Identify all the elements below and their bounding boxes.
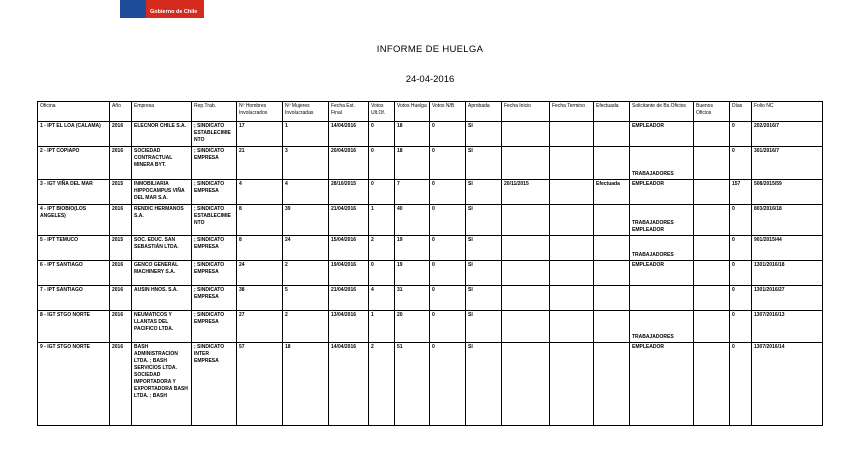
cell-anio: 2016 — [110, 343, 132, 426]
cell-hombres: 38 — [237, 286, 283, 311]
table-row — [38, 122, 823, 147]
cell-mujeres: 3 — [283, 147, 329, 180]
table-row — [38, 205, 823, 236]
cell-fecha-inicio — [502, 286, 550, 311]
cell-folio: 1301/2016/18 — [752, 261, 823, 286]
table-row — [38, 147, 823, 180]
cell-aprobada: SI — [466, 205, 502, 236]
cell-solicitante — [630, 286, 694, 311]
cell-mujeres: 18 — [283, 343, 329, 426]
cell-fecha-inicio: 20/11/2015 — [502, 180, 550, 205]
cell-oficina: 2 - IPT COPIAPO — [38, 147, 110, 180]
cell-aprobada: SI — [466, 122, 502, 147]
cell-solicitante: TRABAJADORES — [630, 147, 694, 180]
cell-empresa: INMOBILIARIA HIPPOCAMPUS VIÑA DEL MAR S.A. — [132, 180, 192, 205]
cell-rep: ; SINDICATO ESTABLECIMIENTO — [192, 205, 237, 236]
cell-fecha-termino — [550, 343, 594, 426]
cell-votos-ult: 0 — [369, 180, 395, 205]
cell-buenos-oficios — [694, 122, 730, 147]
cell-dias: 0 — [730, 147, 752, 180]
column-header: Votos N/B — [430, 102, 466, 122]
cell-buenos-oficios — [694, 286, 730, 311]
cell-hombres: 27 — [237, 311, 283, 343]
report-date: 24-04-2016 — [405, 74, 455, 85]
cell-efectuada — [594, 311, 630, 343]
cell-votos-nb: 0 — [430, 205, 466, 236]
cell-hombres: 21 — [237, 147, 283, 180]
cell-hombres: 8 — [237, 205, 283, 236]
cell-empresa: AUSIN HNOS. S.A. — [132, 286, 192, 311]
cell-dias: 0 — [730, 261, 752, 286]
column-header: Fecha Inicio — [502, 102, 550, 122]
cell-anio: 2016 — [110, 122, 132, 147]
cell-empresa: BASH ADMINISTRACION LTDA. ; BASH SERVICIOS LTDA. SOCIEDAD IMPORTADORA Y EXPORTADORA BASH LTDA. ; BASH — [132, 343, 192, 426]
cell-oficina: 1 - IPT EL LOA (CALAMA) — [38, 122, 110, 147]
cell-votos-huelga: 7 — [395, 180, 430, 205]
cell-solicitante: EMPLEADOR — [630, 261, 694, 286]
column-header: Votos Huelga — [395, 102, 430, 122]
cell-oficina: 4 - IPT BIOBIO(LOS ANGELES) — [38, 205, 110, 236]
cell-aprobada: SI — [466, 147, 502, 180]
cell-aprobada: SI — [466, 236, 502, 261]
cell-folio: 202/2016/7 — [752, 122, 823, 147]
cell-folio: 1307/2016/13 — [752, 311, 823, 343]
cell-rep: ; SINDICATO EMPRESA — [192, 236, 237, 261]
cell-efectuada — [594, 236, 630, 261]
table-header-row — [38, 102, 823, 122]
cell-rep: ; SINDICATO EMPRESA — [192, 180, 237, 205]
cell-dias: 0 — [730, 343, 752, 426]
cell-fecha-inicio — [502, 147, 550, 180]
cell-empresa: RENDIC HERMANOS S.A. — [132, 205, 192, 236]
cell-anio: 2016 — [110, 147, 132, 180]
cell-folio: 1301/2016/27 — [752, 286, 823, 311]
cell-fecha-termino — [550, 180, 594, 205]
column-header: Nº Hombres Involucrados — [237, 102, 283, 122]
cell-hombres: 57 — [237, 343, 283, 426]
cell-fecha-est: 21/04/2016 — [329, 286, 369, 311]
cell-oficina: 6 - IPT SANTIAGO — [38, 261, 110, 286]
cell-fecha-est: 14/04/2016 — [329, 343, 369, 426]
cell-fecha-inicio — [502, 261, 550, 286]
cell-buenos-oficios — [694, 343, 730, 426]
cell-votos-huelga: 18 — [395, 147, 430, 180]
cell-folio: 508/2015/59 — [752, 180, 823, 205]
cell-efectuada — [594, 286, 630, 311]
cell-hombres: 17 — [237, 122, 283, 147]
cell-anio: 2016 — [110, 261, 132, 286]
cell-oficina: 8 - IGT STGO NORTE — [38, 311, 110, 343]
cell-votos-nb: 0 — [430, 343, 466, 426]
column-header: Efectuada — [594, 102, 630, 122]
cell-oficina: 9 - IGT STGO NORTE — [38, 343, 110, 426]
column-header: Año — [110, 102, 132, 122]
cell-votos-huelga: 31 — [395, 286, 430, 311]
cell-rep: ; SINDICATO EMPRESA — [192, 311, 237, 343]
cell-votos-nb: 0 — [430, 236, 466, 261]
cell-anio: 2016 — [110, 205, 132, 236]
column-header: Fecha Termino — [550, 102, 594, 122]
cell-folio: 803/2016/18 — [752, 205, 823, 236]
cell-votos-nb: 0 — [430, 311, 466, 343]
cell-votos-nb: 0 — [430, 286, 466, 311]
cell-fecha-est: 14/04/2016 — [329, 122, 369, 147]
logo-text: Gobierno de Chile — [150, 9, 198, 15]
cell-oficina: 5 - IPT TEMUCO — [38, 236, 110, 261]
cell-fecha-inicio — [502, 122, 550, 147]
cell-rep: ; SINDICATO EMPRESA — [192, 261, 237, 286]
column-header: Folio NC — [752, 102, 823, 122]
cell-votos-ult: 0 — [369, 147, 395, 180]
report-title: INFORME DE HUELGA — [376, 44, 484, 55]
cell-mujeres: 24 — [283, 236, 329, 261]
column-header: Votos Ult.Of. — [369, 102, 395, 122]
cell-empresa: NEUMATICOS Y LLANTAS DEL PACIFICO LTDA. — [132, 311, 192, 343]
cell-anio: 2015 — [110, 236, 132, 261]
cell-mujeres: 2 — [283, 311, 329, 343]
table-row — [38, 343, 823, 426]
cell-fecha-est: 13/04/2016 — [329, 311, 369, 343]
column-header: Empresa — [132, 102, 192, 122]
table-row — [38, 311, 823, 343]
cell-votos-ult: 0 — [369, 261, 395, 286]
cell-solicitante: EMPLEADOR — [630, 122, 694, 147]
cell-votos-ult: 2 — [369, 343, 395, 426]
column-header: Oficina — [38, 102, 110, 122]
cell-mujeres: 4 — [283, 180, 329, 205]
cell-hombres: 8 — [237, 236, 283, 261]
cell-buenos-oficios — [694, 205, 730, 236]
table-row — [38, 236, 823, 261]
column-header: Días — [730, 102, 752, 122]
cell-fecha-inicio — [502, 311, 550, 343]
cell-aprobada: SI — [466, 180, 502, 205]
cell-efectuada — [594, 122, 630, 147]
cell-buenos-oficios — [694, 311, 730, 343]
column-header: Nº Mujeres Involucradas — [283, 102, 329, 122]
column-header: Rep.Trab. — [192, 102, 237, 122]
cell-votos-nb: 0 — [430, 261, 466, 286]
cell-dias: 0 — [730, 205, 752, 236]
cell-dias: 0 — [730, 122, 752, 147]
cell-mujeres: 2 — [283, 261, 329, 286]
cell-votos-huelga: 19 — [395, 261, 430, 286]
strike-report-table — [37, 101, 823, 426]
cell-mujeres: 39 — [283, 205, 329, 236]
cell-fecha-est: 19/04/2016 — [329, 261, 369, 286]
cell-buenos-oficios — [694, 180, 730, 205]
cell-folio: 301/2016/7 — [752, 147, 823, 180]
cell-efectuada — [594, 343, 630, 426]
cell-mujeres: 5 — [283, 286, 329, 311]
cell-aprobada: SI — [466, 286, 502, 311]
cell-fecha-termino — [550, 261, 594, 286]
cell-aprobada: SI — [466, 343, 502, 426]
cell-votos-nb: 0 — [430, 122, 466, 147]
cell-dias: 0 — [730, 286, 752, 311]
cell-efectuada: Efectuada — [594, 180, 630, 205]
cell-votos-huelga: 19 — [395, 236, 430, 261]
cell-fecha-est: 28/10/2015 — [329, 180, 369, 205]
cell-fecha-est: 21/04/2016 — [329, 205, 369, 236]
cell-dias: 0 — [730, 236, 752, 261]
cell-rep: ; SINDICATO ESTABLECIMIENTO — [192, 122, 237, 147]
cell-solicitante: TRABAJADORES — [630, 236, 694, 261]
cell-oficina: 3 - IGT VIÑA DEL MAR — [38, 180, 110, 205]
cell-votos-nb: 0 — [430, 180, 466, 205]
table-row — [38, 180, 823, 205]
column-header: Solicitante de Bs.Oficios — [630, 102, 694, 122]
cell-efectuada — [594, 147, 630, 180]
cell-fecha-termino — [550, 236, 594, 261]
cell-votos-huelga: 18 — [395, 122, 430, 147]
column-header: Buenos Oficios — [694, 102, 730, 122]
cell-votos-huelga: 40 — [395, 205, 430, 236]
cell-aprobada: SI — [466, 261, 502, 286]
cell-fecha-inicio — [502, 343, 550, 426]
cell-fecha-termino — [550, 147, 594, 180]
cell-fecha-termino — [550, 286, 594, 311]
cell-rep: ; SINDICATO EMPRESA — [192, 147, 237, 180]
cell-rep: ; SINDICATO EMPRESA — [192, 286, 237, 311]
cell-buenos-oficios — [694, 261, 730, 286]
cell-votos-huelga: 20 — [395, 311, 430, 343]
gobierno-de-chile-logo — [120, 0, 204, 18]
cell-dias: 0 — [730, 311, 752, 343]
cell-folio: 901/2015/44 — [752, 236, 823, 261]
cell-anio: 2016 — [110, 286, 132, 311]
cell-votos-nb: 0 — [430, 147, 466, 180]
cell-solicitante: TRABAJADORES — [630, 311, 694, 343]
cell-fecha-est: 20/04/2016 — [329, 147, 369, 180]
cell-votos-huelga: 51 — [395, 343, 430, 426]
cell-efectuada — [594, 261, 630, 286]
cell-solicitante: EMPLEADOR — [630, 343, 694, 426]
cell-votos-ult: 1 — [369, 311, 395, 343]
cell-hombres: 4 — [237, 180, 283, 205]
cell-oficina: 7 - IPT SANTIAGO — [38, 286, 110, 311]
cell-aprobada: SI — [466, 311, 502, 343]
cell-dias: 157 — [730, 180, 752, 205]
cell-solicitante: TRABAJADORES EMPLEADOR — [630, 205, 694, 236]
column-header: Fecha Est. Final — [329, 102, 369, 122]
cell-mujeres: 1 — [283, 122, 329, 147]
cell-votos-ult: 2 — [369, 236, 395, 261]
cell-buenos-oficios — [694, 236, 730, 261]
cell-empresa: GENCO GENERAL MACHINERY S.A. — [132, 261, 192, 286]
cell-empresa: SOCIEDAD CONTRACTUAL MINERA BYT. — [132, 147, 192, 180]
logo-blue-block — [120, 0, 146, 18]
cell-fecha-termino — [550, 205, 594, 236]
table-row — [38, 261, 823, 286]
cell-buenos-oficios — [694, 147, 730, 180]
cell-empresa: ELECNOR CHILE S.A. — [132, 122, 192, 147]
cell-anio: 2015 — [110, 180, 132, 205]
cell-solicitante: EMPLEADOR — [630, 180, 694, 205]
cell-fecha-inicio — [502, 205, 550, 236]
cell-folio: 1307/2016/14 — [752, 343, 823, 426]
cell-votos-ult: 0 — [369, 122, 395, 147]
cell-empresa: SOC. EDUC. SAN SEBASTIÁN LTDA. — [132, 236, 192, 261]
cell-votos-ult: 1 — [369, 205, 395, 236]
cell-fecha-inicio — [502, 236, 550, 261]
column-header: Aprobada — [466, 102, 502, 122]
cell-fecha-termino — [550, 122, 594, 147]
cell-fecha-termino — [550, 311, 594, 343]
table-row — [38, 286, 823, 311]
cell-hombres: 24 — [237, 261, 283, 286]
cell-votos-ult: 4 — [369, 286, 395, 311]
cell-fecha-est: 15/04/2016 — [329, 236, 369, 261]
cell-anio: 2016 — [110, 311, 132, 343]
cell-rep: ; SINDICATO INTER EMPRESA — [192, 343, 237, 426]
cell-efectuada — [594, 205, 630, 236]
